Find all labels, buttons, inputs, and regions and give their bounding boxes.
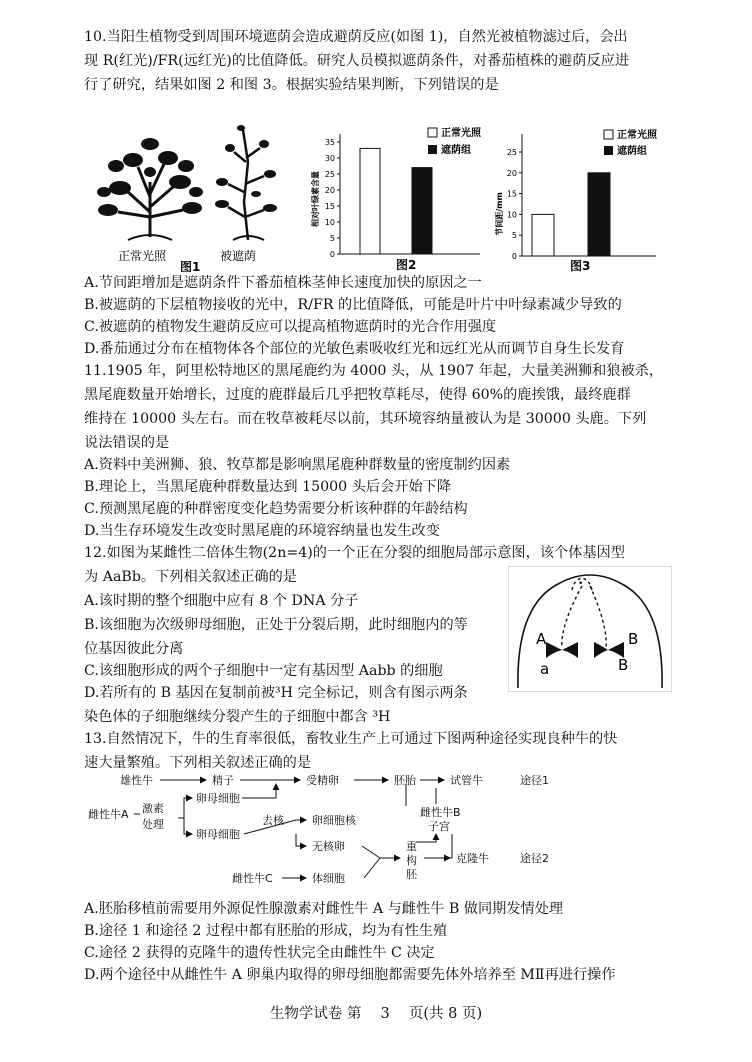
q13-option-a: A.胚胎移植前需要用外源促性腺激素对雌性牛 A 与雌性牛 B 做同期发情处理 — [84, 901, 564, 917]
q12-option-c: C.该细胞形成的两个子细胞中一定有基因型 Aabb 的细胞 — [84, 663, 443, 679]
fig3-tick-label: 20 — [506, 168, 517, 178]
fig3-tick-label: 10 — [506, 210, 517, 220]
q11-option-a: A.资料中美洲狮、狼、牧草都是影响黑尾鹿种群数量的密度制约因素 — [84, 457, 511, 473]
q10-option-d: D.番茄通过分布在植物体各个部位的光敏色素吸收红光和远红光从而调节自身生长发育 — [84, 341, 625, 357]
flow-testtube: 试管牛 — [450, 774, 483, 787]
page-footer: 生物学试卷 第 3 页(共 8 页) — [269, 1006, 483, 1022]
figure-cell-division — [508, 566, 672, 692]
flow-hormone-1: 激素 — [142, 802, 164, 815]
q13-option-b: B.途径 1 和途径 2 过程中都有胚胎的形成，均为有性生殖 — [84, 923, 448, 939]
q12-option-b-line2: 位基因彼此分离 — [84, 641, 184, 657]
plant-shaded-icon — [215, 125, 277, 240]
flow-clone: 克隆牛 — [456, 852, 489, 865]
fig3-legend-shade: 遮荫组 — [617, 146, 647, 157]
q12-option-d-line1: D.若所有的 B 基因在复制前被³H 完全标记，则含有图示两条 — [84, 685, 468, 701]
flow-cow-b-2: 子宫 — [428, 820, 450, 833]
fig3-bar-shade — [588, 173, 610, 256]
flow-sperm: 精子 — [212, 774, 234, 787]
q11-line2: 黑尾鹿数量开始增长，过度的鹿群最后几乎把牧草耗尽，使得 60%的鹿挨饿，最终鹿群 — [84, 387, 631, 403]
q12-line1: 12.如图为某雌性二倍体生物(2n=4)的一个正在分裂的细胞局部示意图，该个体基因型 — [84, 545, 625, 561]
q12-option-b-line1: B.该细胞为次级卵母细胞，正处于分裂后期，此时细胞内的等 — [84, 617, 468, 633]
flow-enucleated: 无核卵 — [312, 840, 345, 853]
flow-enucleate: 去核 — [262, 814, 284, 827]
q10-option-b: B.被遮荫的下层植物接收的光中，R/FR 的比值降低，可能是叶片中叶绿素减少导致的 — [84, 297, 622, 313]
q10-option-c: C.被遮荫的植物发生避荫反应可以提高植物遮荫时的光合作用强度 — [84, 319, 497, 335]
plant-normal-light-icon — [97, 138, 203, 240]
q10-line2: 现 R(红光)/FR(远红光)的比值降低。研究人员模拟遮荫条件，对番茄植株的避荫反应进 — [84, 53, 630, 69]
q13-line2: 速大量繁殖。下列相关叙述正确的是 — [84, 755, 312, 771]
fig2-caption: 图2 — [396, 258, 417, 272]
flow-path1: 途径1 — [520, 774, 549, 787]
flow-nucleus: 卵细胞核 — [312, 814, 356, 827]
fig1-caption: 图1 — [180, 260, 201, 272]
flow-path2: 途径2 — [520, 852, 549, 865]
fig2-tick-label: 0 — [329, 250, 335, 259]
figure-2-chart — [300, 124, 490, 272]
fig2-bar-shade — [412, 168, 432, 254]
fig2-bar-normal — [360, 148, 380, 254]
gene-a-label: a — [540, 660, 550, 678]
fig3-ylabel: 节间距/mm — [495, 192, 504, 236]
flow-cow-c: 雌性牛C — [232, 872, 273, 885]
q11-line3: 维持在 10000 头左右。而在牧草被耗尽以前，其环境容纳量被认为是 30000 头鹿。下列 — [84, 411, 647, 427]
q12-option-a: A.该时期的整个细胞中应有 8 个 DNA 分子 — [84, 593, 359, 609]
flow-cow-a: 雌性牛A — [88, 808, 129, 821]
q13-option-d: D.两个途径中从雌性牛 A 卵巢内取得的卵母细胞都需要先体外培养至 MⅡ再进行操作 — [84, 967, 616, 983]
fig3-tick-label: 0 — [511, 252, 517, 261]
fig3-tick-label: 15 — [506, 189, 517, 199]
q10-option-a: A.节间距增加是遮荫条件下番茄植株茎伸长速度加快的原因之一 — [84, 275, 482, 291]
fig2-legend-normal: 正常光照 — [441, 128, 481, 139]
flow-hormone-2: 处理 — [142, 818, 164, 831]
gene-A-label: A — [536, 630, 547, 648]
fig1-label-normal: 正常光照 — [118, 249, 167, 263]
flow-bull: 雄性牛 — [120, 774, 153, 787]
flow-oocyte-2: 卵母细胞 — [196, 828, 240, 841]
flow-recon-2: 构 — [406, 854, 417, 867]
q12-line2: 为 AaBb。下列相关叙述正确的是 — [84, 569, 297, 585]
flow-fertilized: 受精卵 — [306, 774, 339, 787]
q10-line1: 10.当阳生植物受到周围环境遮荫会造成避荫反应(如图 1)，自然光被植物滤过后，会出 — [84, 29, 628, 45]
gene-B-label-1: B — [628, 630, 639, 648]
svg-text:•: • — [578, 579, 584, 589]
fig3-tick-label: 5 — [511, 231, 517, 241]
flow-embryo: 胚胎 — [394, 774, 416, 787]
gene-B-label-2: B — [618, 656, 629, 674]
flow-cow-b-1: 雌性牛B — [420, 806, 461, 819]
q11-line4: 说法错误的是 — [84, 435, 170, 451]
fig3-bar-normal — [532, 214, 554, 256]
q11-line1: 11.1905 年，阿里松特地区的黑尾鹿约为 4000 头，从 1907 年起，大量美洲狮和狼被杀， — [84, 363, 664, 379]
figure-breeding-flowchart — [84, 768, 564, 888]
flow-oocyte-1: 卵母细胞 — [196, 792, 240, 805]
q11-option-d: D.当生存环境发生改变时黑尾鹿的环境容纳量也发生改变 — [84, 523, 440, 539]
fig2-tick-label: 5 — [329, 234, 335, 243]
q11-option-c: C.预测黑尾鹿的种群密度变化趋势需要分析该种群的年龄结构 — [84, 501, 468, 517]
q10-line3: 行了研究，结果如图 2 和图 3。根据实验结果判断，下列错误的是 — [84, 77, 499, 93]
fig3-tick-label: 25 — [506, 148, 517, 157]
q13-option-c: C.途径 2 获得的克隆牛的遗传性状完全由雌性牛 C 决定 — [84, 945, 435, 961]
fig2-tick-label: 15 — [324, 202, 335, 211]
fig2-ylabel: 相对叶绿素含量 — [311, 171, 320, 227]
fig2-tick-label: 10 — [324, 218, 335, 227]
fig3-caption: 图3 — [570, 259, 591, 272]
flow-somatic: 体细胞 — [312, 872, 345, 885]
q13-line1: 13.自然情况下，牛的生育率很低，畜牧业生产上可通过下图两种途径实现良种牛的快 — [84, 731, 618, 747]
fig3-legend-normal: 正常光照 — [617, 130, 657, 141]
fig2-tick-label: 20 — [324, 186, 335, 195]
q11-option-b: B.理论上，当黑尾鹿种群数量达到 15000 头后会开始下降 — [84, 479, 452, 495]
flow-recon-3: 胚 — [406, 868, 417, 881]
q12-option-d-line2: 染色体的子细胞继续分裂产生的子细胞中都含 ³H — [84, 709, 391, 725]
figure-1-plants — [88, 122, 288, 272]
figure-3-chart — [486, 124, 666, 272]
fig2-legend-shade: 遮荫组 — [441, 145, 471, 156]
fig2-tick-label: 35 — [324, 138, 335, 147]
fig1-label-shade: 被遮荫 — [220, 249, 257, 263]
flow-recon-1: 重 — [406, 840, 417, 853]
fig2-tick-label: 25 — [324, 170, 335, 179]
fig2-tick-label: 30 — [324, 154, 335, 163]
